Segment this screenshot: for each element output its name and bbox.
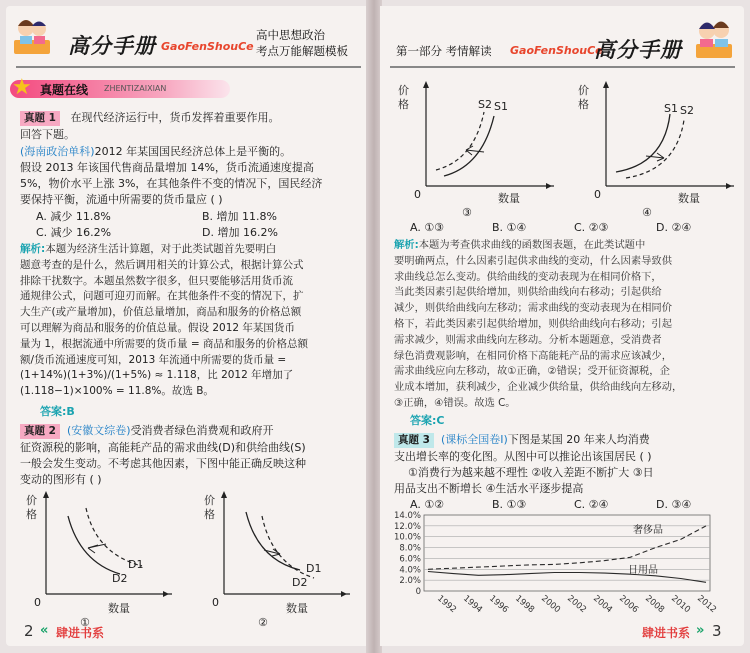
- x-tick-label: 2006: [617, 593, 641, 616]
- q1-line-1: 假设 2013 年该国代售商品量增加 14%，货币流通速度提高: [20, 161, 314, 174]
- footer-brand: 肆进书系: [56, 626, 105, 640]
- x-tick-label: 2004: [591, 593, 615, 616]
- analysis-line: (1+14%)(1+3%)/(1+5%) ≈ 1.118，比 2012 年增加了: [20, 369, 294, 382]
- chevron-icon: »: [696, 623, 705, 638]
- curve-s2: [436, 112, 484, 170]
- q1-option-c: C. 减少 16.2%: [36, 226, 112, 239]
- q2-line-0: [20, 423, 274, 439]
- y-label-1a: 价: [26, 494, 37, 507]
- x-label: 数量: [678, 192, 700, 205]
- q3-option-b: B. ①③: [492, 498, 527, 511]
- analysis-line: [394, 238, 682, 254]
- brand-title: 高分手册: [68, 34, 156, 58]
- q1-line-0: [20, 144, 291, 160]
- header-subtitle: 考点万能解题模板: [256, 44, 348, 58]
- x-tick-label: 1994: [461, 593, 485, 616]
- analysis-line: 绿色消费观影响，在相同价格下高能耗产品的需求应该减少，: [394, 349, 673, 362]
- q2-tag: 真题 2: [20, 424, 60, 439]
- q3-source: (课标全国卷Ⅰ): [440, 433, 508, 446]
- y-tick-label: 4.0%: [399, 565, 421, 576]
- y-tick-label: 6.0%: [399, 554, 421, 565]
- curve-s1: [616, 114, 670, 172]
- x-tick-label: 2012: [695, 593, 719, 616]
- chart-number: ③: [462, 206, 472, 218]
- q3-option-d: D. ③④: [656, 498, 692, 511]
- y-axis-arrow: [603, 81, 609, 88]
- q1-answer: 答案:B: [40, 405, 75, 418]
- q1-line-2: 5%，物价水平上涨 3%，在其他条件不变的情况下，国民经济: [20, 177, 323, 190]
- q1-option-d: D. 增加 16.2%: [202, 226, 278, 239]
- analysis-line: [20, 242, 308, 258]
- y-label-1a: 价: [398, 84, 409, 97]
- part-heading: 第一部分 考情解读: [396, 44, 492, 58]
- header-rule: [390, 66, 735, 68]
- x-tick-label: 2000: [539, 593, 563, 616]
- analysis-label: 解析:: [20, 243, 46, 255]
- x-label: 数量: [108, 602, 130, 615]
- y-tick-label: 0: [415, 587, 421, 597]
- x-label: 数量: [498, 192, 520, 205]
- q3-option-a: A. ①②: [410, 498, 445, 511]
- header-rule: [16, 66, 361, 68]
- y-label-1b: 格: [204, 508, 215, 521]
- q1-header: [20, 110, 279, 126]
- analysis-line: 题意考查的是什么，然后调用相关的计算公式，根据计算公式: [20, 258, 304, 271]
- analysis-line: 通规律公式，问题可迎刃而解。在其他条件不变的情况下，扩: [20, 290, 304, 303]
- left-page: [6, 6, 368, 646]
- x-tick-label: 1996: [487, 593, 511, 616]
- star-icon: ★: [12, 75, 32, 100]
- q2-option-b: B. ①④: [492, 221, 527, 234]
- curve-d1: [246, 512, 300, 570]
- right-page: [380, 6, 744, 646]
- demand-chart-1: [24, 490, 174, 628]
- q1-source: (海南政治单科): [20, 145, 95, 158]
- brand-title: 高分手册: [594, 38, 682, 62]
- x-label: 数量: [286, 602, 308, 615]
- curve-d2: [68, 516, 120, 574]
- supply-chart-4: [576, 76, 736, 218]
- y-label-1b: 格: [26, 508, 37, 521]
- analysis-line: 求曲线总怎么变动。供给曲线的变动表现为在相同价格下，: [394, 270, 662, 283]
- kids-illustration: [692, 14, 736, 62]
- x-tick-label: 2010: [669, 593, 693, 616]
- analysis-line: 需求曲线应向左移动，故①正确，②错误；受开征资源税，企: [394, 365, 670, 378]
- origin-label: 0: [594, 188, 601, 201]
- x-tick-label: 1998: [513, 593, 537, 616]
- q1-line-0-text: 2012 年某国国民经济总体上是平衡的。: [94, 145, 292, 158]
- x-axis-arrow: [726, 183, 732, 189]
- analysis-line: ③正确，④错误。故选 C。: [394, 396, 516, 409]
- q1-option-b: B. 增加 11.8%: [202, 210, 277, 223]
- q3-line-3: 用品支出不断增长 ④生活水平逐步提高: [394, 482, 584, 495]
- curve-label-d2: D2: [112, 572, 128, 585]
- curve-label-s1: S1: [664, 102, 678, 115]
- curve-label-d1: D1: [128, 558, 144, 571]
- analysis-text: 本题为经济生活计算题，对于此类试题首先要明白: [45, 243, 277, 255]
- plot-frame: [424, 515, 710, 591]
- section-title-en: ZHENTIZAIXIAN: [104, 84, 167, 93]
- chart-number: ②: [258, 616, 268, 628]
- y-tick-label: 10.0%: [393, 532, 421, 543]
- page-number: 2: [24, 622, 34, 640]
- q2-line-3: 变动的图形有 ( ): [20, 473, 102, 486]
- series-daily: [428, 572, 706, 583]
- q2-analysis: [394, 238, 682, 412]
- analysis-line: 格下，若此类因素引起供给增加，则供给曲线向右移动；引起: [394, 317, 673, 330]
- q3-line-0: [394, 432, 650, 448]
- supply-chart-3: [396, 76, 556, 218]
- q3-line-2: ①消费行为越来越不理性 ②收入差距不断扩大 ③日: [408, 466, 654, 479]
- y-axis-arrow: [221, 491, 227, 498]
- shift-arrow-line: [88, 544, 106, 548]
- analysis-label: 解析:: [394, 239, 419, 251]
- y-label-1a: 价: [578, 84, 589, 97]
- q3-tag: 真题 3: [394, 433, 434, 448]
- chart-number: ①: [80, 616, 90, 628]
- q1-analysis: [20, 242, 308, 400]
- page-number: 3: [712, 622, 722, 640]
- analysis-line: 大生产(或产量增加)，价值总量增加，商品和服务的价格总额: [20, 306, 302, 319]
- q2-line-1: 征资源税的影响，高能耗产品的需求曲线(D)和供给曲线(S): [20, 441, 306, 454]
- q2-line-2: 一般会发生变动。不考虑其他因素，下图中能正确反映这种: [20, 457, 306, 470]
- analysis-line: 量为 1，根据流通中所需要的货币量 = 商品和服务的价格总额: [20, 337, 308, 350]
- curve-label-d1: D1: [306, 562, 322, 575]
- q1-intro: 在现代经济运行中，货币发挥着重要作用。: [70, 111, 280, 124]
- y-tick-label: 14.0%: [393, 511, 421, 521]
- x-tick-label: 1992: [435, 593, 459, 616]
- q2-option-c: C. ②③: [574, 221, 609, 234]
- kids-illustration: [12, 14, 52, 58]
- q2-answer: 答案:C: [410, 414, 445, 427]
- analysis-line: 要明确两点，什么因素引起供求曲线的变动，什么因素导致供: [394, 254, 673, 267]
- q2-source: (安徽文综卷): [66, 424, 131, 437]
- q2-line-0-text: 受消费者绿色消费观和政府开: [130, 424, 274, 437]
- analysis-line: 业成本增加，获利减少，企业减少供给量，供给曲线向左移动，: [394, 381, 683, 394]
- series-label-daily: 日用品: [628, 565, 658, 576]
- y-axis-arrow: [423, 81, 429, 88]
- analysis-line: 额/货币流通速度可知，2013 年流通中所需要的货币量 =: [20, 353, 287, 366]
- curve-label-s2: S2: [478, 98, 492, 111]
- q1-line-3: 要保持平衡，流通中所需要的货币量应 ( ): [20, 193, 223, 206]
- analysis-text: 本题为考查供求曲线的函数图表题，在此类试题中: [418, 239, 646, 251]
- q3-option-c: C. ②④: [574, 498, 609, 511]
- x-axis-arrow: [341, 591, 347, 597]
- y-tick-label: 2.0%: [399, 576, 421, 587]
- brand-logo-en: GaoFenShouCe: [510, 44, 603, 57]
- y-tick-label: 12.0%: [393, 521, 421, 532]
- section-title: 真题在线: [40, 83, 89, 97]
- y-axis-arrow: [43, 491, 49, 498]
- chevron-icon: «: [40, 623, 49, 638]
- q1-option-a: A. 减少 11.8%: [36, 210, 111, 223]
- analysis-line: (1.118−1)×100% = 11.8%。故选 B。: [20, 385, 214, 398]
- curve-s2: [626, 120, 684, 178]
- curve-s1: [444, 116, 494, 176]
- y-label-1a: 价: [204, 494, 215, 507]
- analysis-line: 减少，则供给曲线向左移动；需求曲线的变动表现为在相同价: [394, 302, 673, 315]
- analysis-line: 可以理解为商品和服务的价值总量。假设 2012 年某国货币: [20, 321, 295, 334]
- x-tick-label: 2002: [565, 593, 589, 616]
- q2-option-d: D. ②④: [656, 221, 692, 234]
- x-tick-label: 2008: [643, 593, 667, 616]
- x-axis-arrow: [163, 591, 169, 597]
- header-subject: 高中思想政治: [256, 28, 325, 42]
- origin-label: 0: [212, 596, 219, 609]
- q3-line-0-text: 下图是某国 20 年来人均消费: [507, 433, 650, 446]
- q1-tag: 真题 1: [20, 111, 60, 126]
- y-label-1b: 格: [578, 98, 589, 111]
- y-tick-label: 8.0%: [399, 543, 421, 554]
- curve-label-d2: D2: [292, 576, 308, 589]
- brand-logo-en: GaoFenShouCe: [161, 40, 254, 53]
- q1-intro-2: 回答下题。: [20, 128, 75, 141]
- chart-number: ④: [642, 206, 652, 218]
- origin-label: 0: [34, 596, 41, 609]
- curve-label-s1: S1: [494, 100, 508, 113]
- series-label-luxury: 奢侈品: [633, 525, 663, 536]
- demand-chart-2: [202, 490, 352, 628]
- curve-label-s2: S2: [680, 104, 694, 117]
- x-axis-arrow: [546, 183, 552, 189]
- analysis-line: 需求减少，则需求曲线向左移动。分析本题题意，受消费者: [394, 333, 662, 346]
- q2-option-a: A. ①③: [410, 221, 445, 234]
- analysis-line: 排除干扰数字。本题虽然数字很多，但只要能够活用货币流: [20, 274, 293, 287]
- q3-line-1: 支出增长率的变化图。从图中可以推论出该国居民 ( ): [394, 450, 652, 463]
- y-label-1b: 格: [398, 98, 409, 111]
- origin-label: 0: [414, 188, 421, 201]
- footer-brand: 肆进书系: [642, 626, 691, 640]
- analysis-line: 当此类因素引起供给增加，则供给曲线向右移动；引起供给: [394, 286, 662, 299]
- growth-line-chart: [388, 511, 728, 623]
